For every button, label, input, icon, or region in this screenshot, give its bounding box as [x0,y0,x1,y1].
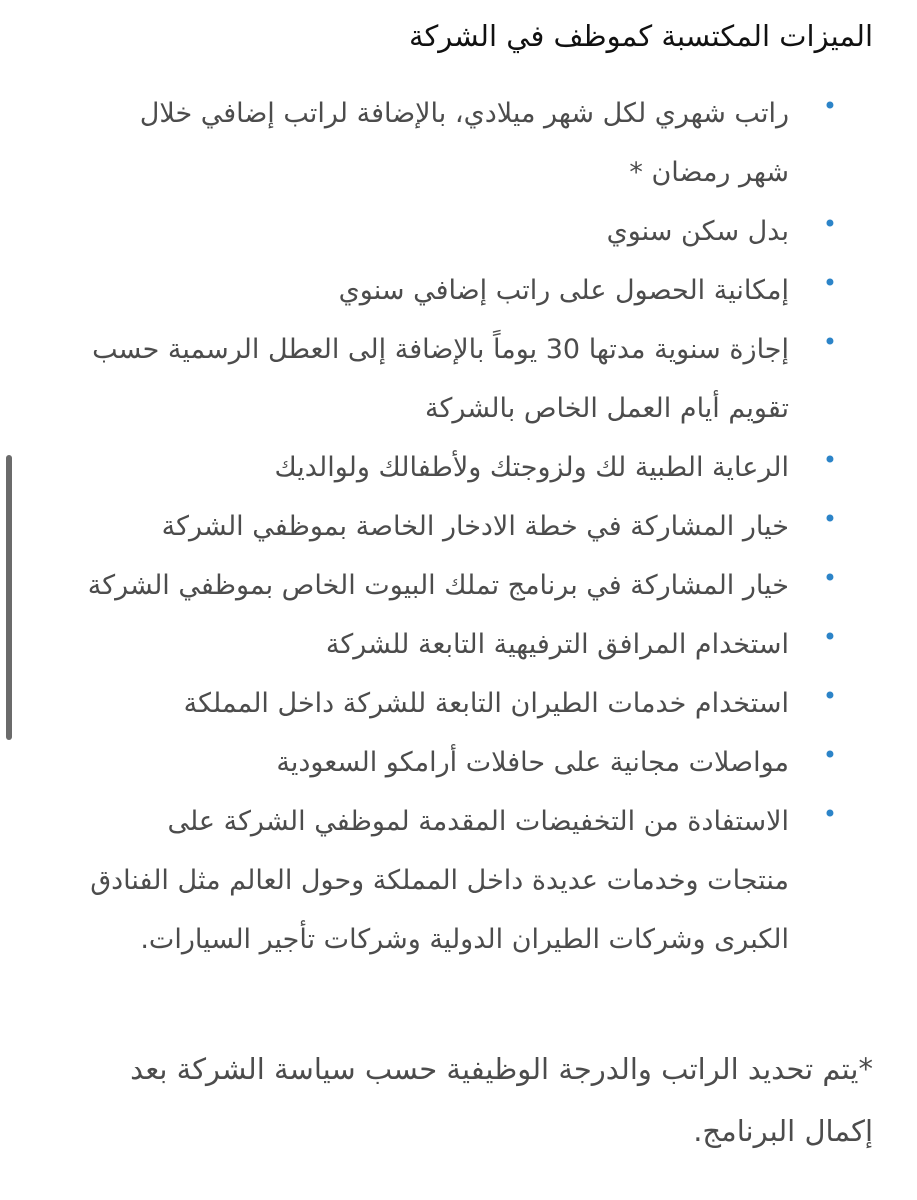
benefits-list [87,84,847,969]
benefit-text: إجازة سنوية مدتها 30 يوماً بالإضافة إلى العطل الرسمية حسب تقويم أيام العمل الخاص بالشركة [92,334,789,424]
benefit-item-annual-bonus [87,261,847,320]
bullet-dot-icon: • [822,328,837,356]
salary-footnote: *يتم تحديد الراتب والدرجة الوظيفية حسب سياسة الشركة بعد إكمال البرنامج. [130,1052,873,1148]
bullet-dot-icon: • [822,800,837,828]
benefit-item-aviation-services [87,674,847,733]
benefit-text: إمكانية الحصول على راتب إضافي سنوي [338,275,789,306]
benefit-text: راتب شهري لكل شهر ميلادي، بالإضافة لراتب إضافي خلال شهر رمضان * [139,98,789,188]
benefit-text: استخدام خدمات الطيران التابعة للشركة داخل المملكة [183,688,789,719]
benefit-text: خيار المشاركة في خطة الادخار الخاصة بموظفي الشركة [161,511,789,542]
bullet-dot-icon: • [822,682,837,710]
benefit-item-medical-care [87,438,847,497]
bullet-dot-icon: • [822,210,837,238]
bullet-dot-icon: • [822,741,837,769]
benefit-item-discounts [87,792,847,969]
benefit-item-savings-plan [87,497,847,556]
benefit-item-annual-leave [87,320,847,438]
benefit-item-housing-allowance [87,202,847,261]
benefit-text: الرعاية الطبية لك ولزوجتك ولأطفالك ولوالديك [274,452,789,483]
bullet-dot-icon: • [822,446,837,474]
benefit-text: استخدام المرافق الترفيهية التابعة للشركة [325,629,789,660]
vertical-scrollbar[interactable] [6,455,12,740]
benefit-text: مواصلات مجانية على حافلات أرامكو السعودية [276,747,789,778]
benefit-text: الاستفادة من التخفيضات المقدمة لموظفي الشركة على منتجات وخدمات عديدة داخل المملكة وحول العالم مثل الفنادق الكبرى وشركات الطيران الدولية وشركات تأجير السيارات. [90,806,789,955]
bullet-dot-icon: • [822,269,837,297]
benefit-item-recreation-facilities [87,615,847,674]
benefit-text: بدل سكن سنوي [606,216,789,247]
bullet-dot-icon: • [822,623,837,651]
benefit-item-free-transport [87,733,847,792]
benefit-item-home-ownership [87,556,847,615]
page-title: الميزات المكتسبة كموظف في الشركة [408,19,873,53]
bullet-dot-icon: • [822,92,837,120]
bullet-dot-icon: • [822,505,837,533]
bullet-dot-icon: • [822,564,837,592]
benefit-text: خيار المشاركة في برنامج تملك البيوت الخاص بموظفي الشركة [87,570,789,601]
benefit-item-monthly-salary [87,84,847,202]
